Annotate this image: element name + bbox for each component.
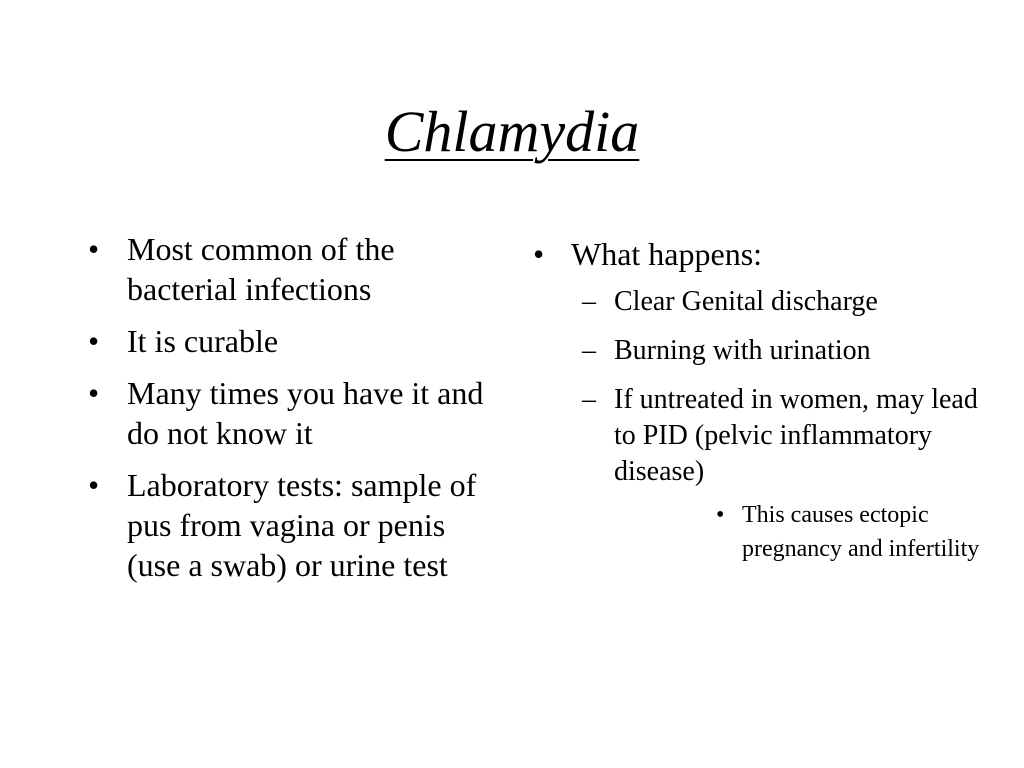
slide-title-text: Chlamydia: [384, 99, 640, 164]
left-bullet-item: • Most common of the bacterial infections: [85, 229, 485, 309]
left-bullet-item: • Many times you have it and do not know it: [85, 373, 485, 453]
sub-bullet-item: – Clear Genital discharge: [531, 284, 991, 320]
left-bullet-item: • It is curable: [85, 321, 485, 361]
sub-bullet-list: [531, 284, 991, 566]
sub-bullet-item: – Burning with urination: [531, 333, 991, 369]
right-bullet-item: • What happens:: [531, 234, 991, 274]
right-bullet-list: [531, 234, 991, 579]
sub-bullet-text: If untreated in women, may lead to PID (pelvic inflammatory disease): [614, 384, 978, 487]
left-bullet-item: • Laboratory tests: sample of pus from vagina or penis (use a swab) or urine test: [85, 465, 485, 585]
sub-bullet-item: [531, 382, 991, 566]
sub-sub-bullet-list: [614, 498, 991, 566]
sub-sub-bullet-item: • This causes ectopic pregnancy and infertility: [614, 498, 991, 566]
left-bullet-list: [85, 229, 485, 597]
slide-title: [0, 98, 1024, 165]
